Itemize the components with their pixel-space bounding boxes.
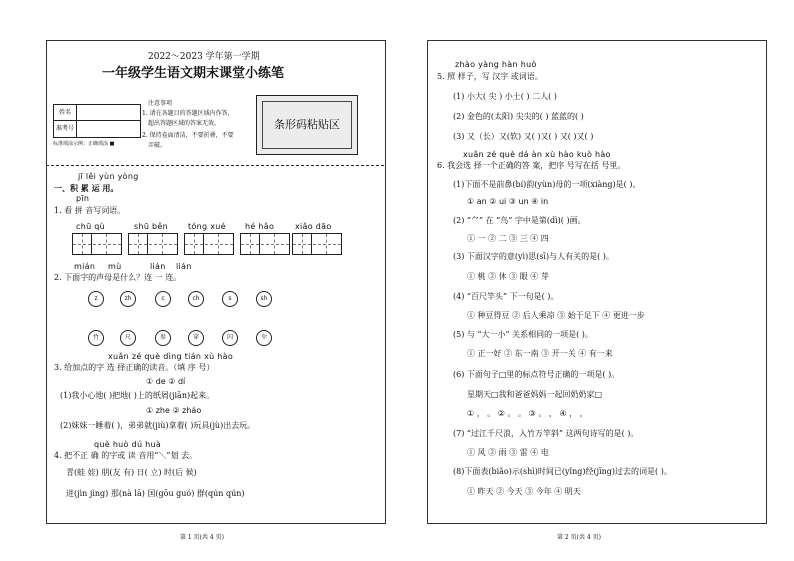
q6-options-1: ① an ② ui ③ un ④ in	[467, 197, 549, 206]
q4-pinyin: què huò dú huà	[94, 440, 162, 449]
q6-options-5: ① 正一好 ② 东一南 ③ 开一关 ④ 有一来	[467, 349, 613, 358]
q4-line-2: 进(jìn jìng) 那(nà lā) 国(gōu guó) 群(qún qún)	[66, 489, 245, 498]
q3-options-1: ① de ② dí	[146, 377, 186, 386]
writing-grid[interactable]	[128, 233, 178, 255]
section1-pinyin: jī lěi yùn yòng	[78, 172, 139, 181]
q6-item-1: (1)下面不是前鼻(bí)韵(yùn)母的一项(xiàng)是( )。	[453, 180, 641, 189]
q6-item-4: (4) “百尺竿头” 下一句是( )。	[453, 292, 559, 301]
cut-line	[46, 165, 384, 166]
q6-options-8: ① 昨天 ② 今天 ③ 今年 ④ 明天	[467, 487, 581, 496]
writing-grid[interactable]	[184, 233, 234, 255]
question-5: 5. 照 样子，写 汉字 或词语。	[437, 72, 543, 81]
barcode-label: 条形码粘贴区	[262, 101, 352, 149]
char-circle[interactable]: 尺	[120, 330, 136, 346]
initial-circle[interactable]: c	[155, 291, 171, 307]
char-circle[interactable]: 穿	[188, 330, 204, 346]
q5-line-3: (3) 又（长）又(软) 又( )又( ) 又( )又( )	[453, 132, 594, 141]
q5-pinyin: zhào yàng hàn huò	[455, 60, 537, 69]
initial-circle[interactable]: sh	[256, 291, 272, 307]
barcode-area	[256, 95, 358, 155]
note-line-2: 超出答题区域的答案无效。	[148, 120, 221, 127]
section1-title: 一、积 累 运 用。	[54, 183, 119, 193]
student-info-table	[53, 104, 141, 138]
question-4: 4. 把不正 确 的字或 读 音用“＼”划 去。	[54, 451, 198, 460]
exam-page-2	[397, 0, 794, 561]
initial-circle[interactable]: zh	[120, 291, 136, 307]
char-circle[interactable]: 竹	[88, 330, 104, 346]
q6-options-7: ① 风 ② 雨 ③ 雷 ④ 电	[467, 448, 549, 457]
page-title: 一年级学生语文期末课堂小练笔	[102, 66, 285, 81]
writing-grid[interactable]	[72, 233, 122, 255]
question-2: 2. 下面字的声母是什么？连 一 连。	[54, 273, 182, 282]
q2-pinyin-3: lián	[150, 262, 166, 271]
question-6: 6. 我会选 择一个正确的答 案，把序 号写在括 号里。	[437, 161, 626, 170]
q4-line-1: 青(蛙 娃) 朋(友 有) 日( 立) 时(后 候)	[66, 468, 197, 477]
q6-options-6: ① ， 。 ② 。 。 ③ 。 ， ④ ， ，	[467, 409, 588, 418]
q5-line-1: (1) 小大( 尖 ) 小土( ) 二人( )	[453, 92, 557, 101]
q1-pinyin-3: tóng xué	[188, 222, 226, 231]
q3-line-2: (2)妹妹一睡着( )，弟弟就(jiù)拿着( )玩具(jù)出去玩。	[60, 421, 256, 430]
writing-grid[interactable]	[240, 233, 290, 255]
q6-sentence-6: 星期天□我和爸爸妈妈一起回奶奶家□	[467, 390, 603, 399]
notes-title: 注意事项	[148, 100, 173, 107]
q6-item-3: (3) 下面汉字的意(yì)思(sī)与人有关的是( )。	[453, 252, 614, 261]
page-number: 第 1 页(共 4 页)	[180, 534, 224, 541]
char-circle[interactable]: 闪	[222, 330, 238, 346]
question-1: 1. 看 拼 音写词语。	[54, 206, 126, 215]
q6-item-7: (7) “过江千尺浪，入竹万竿斜” 这两句诗写的是( )。	[453, 429, 639, 438]
q6-item-6: (6) 下面句子□里的标点符号正确的一项是( )。	[453, 370, 620, 379]
q6-pinyin: xuǎn zé què dá àn xù hào kuò hào	[463, 150, 611, 159]
q1-pinyin-2: shū běn	[134, 222, 169, 231]
exam-number-label: 准考号	[54, 121, 77, 137]
note-line-3: 2. 保持卷面清洁，不要折叠，不要	[142, 132, 234, 139]
q6-item-8: (8)下面表(biǎo)示(shì)时间已(yǐng)经(jīng)过去的词是( )。	[453, 467, 672, 476]
q6-item-5: (5) 与 “大一小” 关系相同的一项是( )。	[453, 330, 593, 339]
note-line-4: 弄破。	[148, 142, 167, 149]
name-label: 姓名	[54, 105, 77, 120]
writing-grid[interactable]	[292, 233, 342, 255]
question-3: 3. 给加点的字 选 择正确的读音。（填 序 号）	[54, 363, 215, 372]
initial-circle[interactable]: s	[222, 291, 238, 307]
q2-pinyin-4: lián	[176, 262, 192, 271]
initial-circle[interactable]: z	[88, 291, 104, 307]
q6-options-4: ① 种豆得豆 ② 后人乘凉 ③ 始于足下 ④ 更进一步	[467, 311, 645, 320]
q1-pinyin-1: chū qù	[76, 222, 106, 231]
note-line-1: 1. 请在各题目的答题区域内作答，	[142, 110, 234, 117]
q3-options-2: ① zhe ② zháo	[146, 406, 202, 415]
name-field[interactable]	[77, 105, 140, 120]
initial-circle[interactable]: ch	[188, 291, 204, 307]
q3-pinyin: xuǎn zé què dìng tián xù hào	[108, 352, 234, 361]
q1-pinyin-5: xiǎo dāo	[295, 222, 332, 231]
q6-item-2: (2) “⺈” 在 “鸟” 字中是第(dì)( )画。	[453, 216, 586, 225]
fill-example-note: 标准填涂示例：正确填涂 ■	[53, 141, 115, 147]
q6-options-2: ① 一 ② 二 ③ 三 ④ 四	[467, 234, 549, 243]
school-year: 2022～2023 学年第一学期	[148, 52, 260, 62]
q2-pinyin-2: mù	[108, 262, 122, 271]
q6-options-3: ① 桃 ② 休 ③ 眼 ④ 芽	[467, 272, 549, 281]
q5-line-2: (2) 金色的(太阳) 尖尖的( ) 蓝蓝的( )	[453, 112, 584, 121]
q3-line-1: (1)我小心地( )把地( )上的纸屑(jiān)起来。	[60, 391, 215, 400]
exam-number-field[interactable]	[77, 121, 140, 137]
char-circle[interactable]: 参	[155, 330, 171, 346]
char-circle[interactable]: 伞	[256, 330, 272, 346]
q1-pinyin-hint: pīn	[76, 194, 90, 203]
q1-pinyin-4: hé hǎo	[245, 222, 275, 231]
q2-pinyin-1: mián	[74, 262, 96, 271]
page-number: 第 2 页(共 4 页)	[557, 534, 601, 541]
